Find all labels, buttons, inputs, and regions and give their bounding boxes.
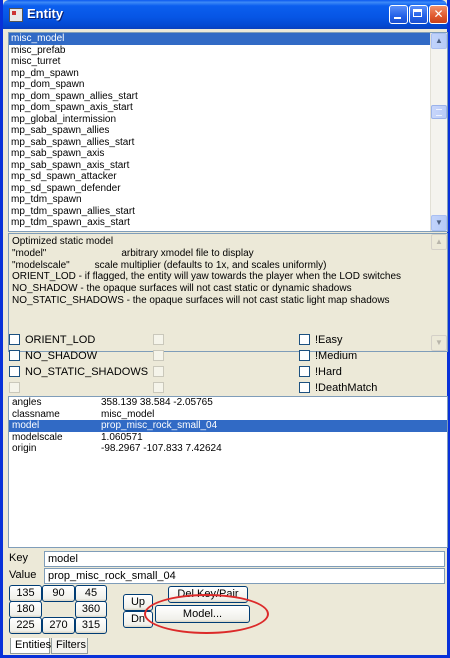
entity-class-item[interactable]: mp_tdm_spawn	[11, 194, 82, 205]
checkbox-box[interactable]	[299, 366, 310, 377]
maximize-button[interactable]	[409, 5, 428, 24]
description-line: "model" arbitrary xmodel file to display	[12, 247, 254, 259]
entity-class-item[interactable]: mp_global_intermission	[11, 113, 117, 125]
checkbox-disabled	[153, 366, 169, 380]
entity-app-icon	[9, 8, 23, 22]
checkbox-disabled	[153, 382, 169, 396]
entity-class-item[interactable]: mp_sab_spawn_allies	[11, 125, 110, 136]
checkbox-label: !Medium	[315, 350, 358, 362]
up-button[interactable]: Up	[123, 594, 153, 611]
down-button[interactable]: Dn	[123, 611, 153, 628]
entity-class-item[interactable]: misc_model	[9, 33, 447, 45]
keyvalue-value: prop_misc_rock_small_04	[101, 420, 218, 431]
keyvalue-key: origin	[12, 443, 37, 454]
model-button[interactable]: Model...	[155, 605, 250, 623]
description-line: NO_STATIC_SHADOWS - the opaque surfaces will not cast static light map shadows	[12, 294, 390, 306]
key-label: Key	[9, 552, 28, 564]
checkbox-no-shadow[interactable]	[9, 350, 97, 364]
angle-360-button[interactable]: 360	[75, 601, 107, 618]
description-line: ORIENT_LOD - if flagged, the entity will yaw towards the player when the LOD switches	[12, 271, 402, 283]
entity-class-items	[9, 33, 447, 229]
keyvalue-list[interactable]	[8, 396, 448, 548]
keyvalue-row[interactable]	[9, 409, 447, 421]
checkbox-box[interactable]	[9, 366, 20, 377]
checkbox-box	[153, 350, 164, 361]
keyvalue-key: model	[12, 420, 40, 431]
keyvalue-row[interactable]	[9, 420, 447, 432]
keyvalue-row[interactable]	[9, 397, 447, 409]
checkbox-not-deathmatch[interactable]	[299, 382, 377, 396]
entity-class-item[interactable]: mp_dom_spawn_axis_start	[11, 102, 133, 113]
entity-class-item[interactable]: mp_dom_spawn_allies_start	[11, 90, 138, 102]
keyvalue-value: -98.2967 -107.833 7.42624	[101, 443, 222, 454]
value-label: Value	[9, 569, 37, 581]
angle-270-button[interactable]: 270	[42, 617, 75, 634]
checkbox-orient-lod[interactable]	[9, 334, 95, 348]
description-line: "modelscale" scale multiplier (defaults to 1x, and scales uniformly)	[12, 259, 327, 271]
entity-class-item[interactable]: mp_sab_spawn_axis_start	[11, 159, 130, 171]
tab-entities[interactable]: Entities	[10, 638, 50, 654]
entity-class-item[interactable]: mp_tdm_spawn_axis_start	[11, 217, 130, 228]
keyvalue-value: misc_model	[101, 408, 155, 420]
keyvalue-value: 1.060571	[101, 431, 143, 443]
entity-class-item[interactable]: mp_sd_spawn_attacker	[11, 171, 117, 182]
checkbox-label: NO_STATIC_SHADOWS	[25, 366, 149, 378]
checkbox-box[interactable]	[299, 334, 310, 345]
checkbox-box	[153, 334, 164, 345]
checkbox-not-hard[interactable]	[299, 366, 342, 380]
key-input[interactable]: model	[44, 551, 445, 567]
entity-list-scrollbar[interactable]	[430, 33, 447, 231]
entity-class-item[interactable]: mp_dm_spawn	[11, 67, 79, 79]
checkbox-box	[9, 382, 20, 393]
checkbox-label: NO_SHADOW	[25, 350, 98, 362]
checkbox-disabled	[153, 350, 169, 364]
keyvalue-key: classname	[12, 408, 60, 420]
keyvalue-key: angles	[12, 397, 42, 408]
checkbox-label: !Hard	[315, 366, 342, 378]
checkbox-box	[153, 382, 164, 393]
entity-class-item[interactable]: misc_prefab	[11, 44, 66, 56]
angle-135-button[interactable]: 135	[9, 585, 42, 602]
checkbox-box	[153, 366, 164, 377]
checkbox-box[interactable]	[9, 350, 20, 361]
entity-class-item[interactable]: mp_sab_spawn_allies_start	[11, 136, 135, 148]
checkbox-label: ORIENT_LOD	[25, 334, 96, 346]
close-icon: ✕	[433, 7, 444, 21]
description-line: NO_SHADOW - the opaque surfaces will not cast static or dynamic shadows	[12, 283, 352, 295]
scroll-up-arrow-icon[interactable]: ▲	[431, 33, 447, 49]
minimize-icon	[394, 17, 401, 19]
del-key-pair-button[interactable]: Del Key/Pair	[168, 586, 248, 603]
minimize-button[interactable]	[389, 5, 408, 24]
window-title: Entity	[27, 6, 64, 21]
checkbox-box[interactable]	[299, 382, 310, 393]
checkbox-label: !DeathMatch	[315, 382, 378, 394]
checkbox-label: !Easy	[315, 334, 343, 346]
description-text	[12, 236, 429, 307]
entity-class-item[interactable]: mp_sab_spawn_axis	[11, 148, 105, 159]
title-bar[interactable]	[3, 0, 447, 29]
scroll-thumb[interactable]	[431, 105, 447, 119]
entity-class-item[interactable]: misc_turret	[11, 56, 61, 67]
angle-180-button[interactable]: 180	[9, 601, 42, 618]
checkbox-not-easy[interactable]	[299, 334, 343, 348]
checkbox-unused-flag	[9, 382, 25, 396]
maximize-icon	[413, 9, 422, 17]
keyvalue-row[interactable]	[9, 432, 447, 444]
entity-class-item[interactable]: mp_dom_spawn	[11, 79, 85, 90]
tab-filters[interactable]: Filters	[51, 638, 88, 654]
scroll-down-arrow-icon: ▼	[431, 335, 447, 351]
description-line: Optimized static model	[12, 236, 114, 247]
value-input[interactable]: prop_misc_rock_small_04	[44, 568, 445, 584]
angle-225-button[interactable]: 225	[9, 617, 42, 634]
scroll-up-arrow-icon: ▲	[431, 234, 447, 250]
entity-class-list[interactable]	[8, 32, 448, 232]
keyvalue-key: modelscale	[12, 431, 63, 443]
close-button[interactable]	[429, 5, 448, 24]
red-annotation-ellipse	[144, 594, 269, 634]
angle-45-button[interactable]: 45	[75, 585, 107, 602]
checkbox-not-medium[interactable]	[299, 350, 357, 364]
checkbox-no-static-shadows[interactable]	[9, 366, 148, 380]
description-scrollbar	[431, 234, 447, 351]
checkbox-box[interactable]	[299, 350, 310, 361]
entity-class-item[interactable]: mp_sd_spawn_defender	[11, 182, 121, 194]
entity-class-item[interactable]: mp_tdm_spawn_allies_start	[11, 205, 135, 217]
keyvalue-value: 358.139 38.584 -2.05765	[101, 397, 213, 408]
keyvalue-row[interactable]	[9, 443, 447, 455]
angle-315-button[interactable]: 315	[75, 617, 107, 634]
checkbox-disabled	[153, 334, 169, 348]
scroll-down-arrow-icon[interactable]: ▼	[431, 215, 447, 231]
checkbox-box[interactable]	[9, 334, 20, 345]
angle-90-button[interactable]: 90	[42, 585, 75, 602]
